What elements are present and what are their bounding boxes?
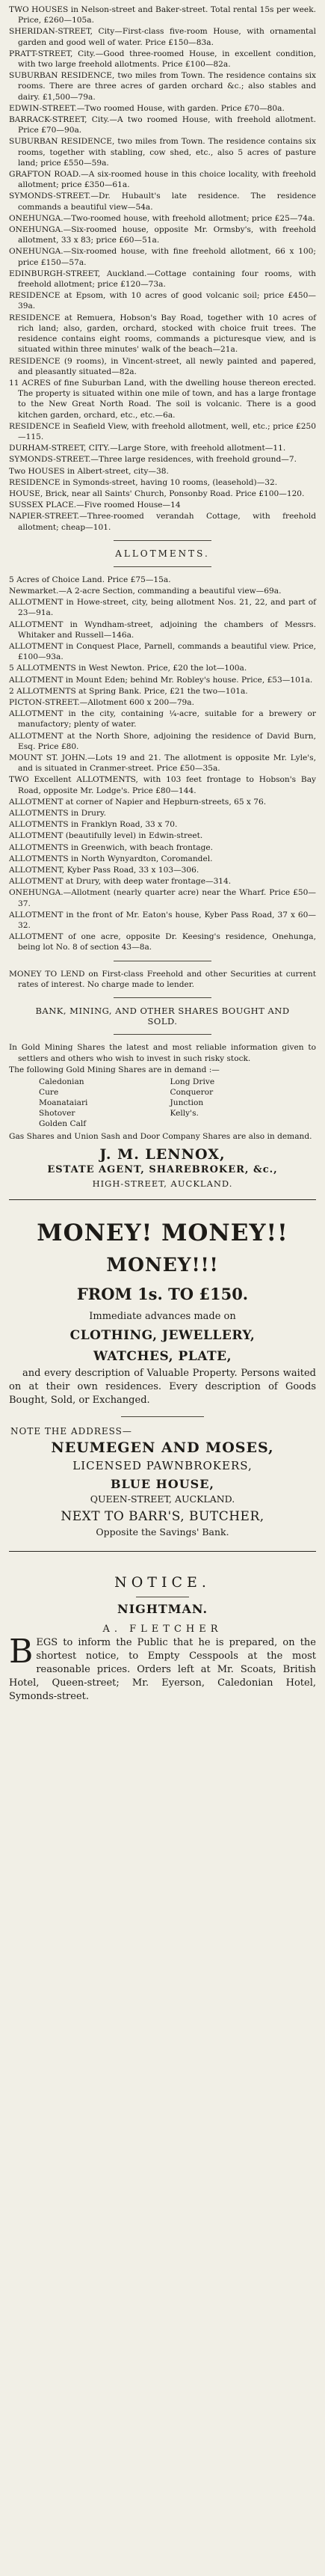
divider (114, 566, 211, 567)
share-name: Golden Calf (39, 1119, 87, 1129)
allotment-item: PICTON-STREET.—Allotment 600 x 200—79a. (9, 697, 194, 707)
allotment-item: ALLOTMENT in Conquest Place, Parnell, commands a beautiful view. Price, £100—93a. (9, 641, 316, 662)
note-address: NOTE THE ADDRESS— (10, 1426, 132, 1437)
listing: RESIDENCE in Seafield View, with freehold allotment, well, etc.; price £250—115. (9, 421, 316, 441)
listing: SUBURBAN RESIDENCE, two miles from Town. The residence contains six rooms. There are three acres of garden orchard &c.; also stables and dairy. £1,500—79a. (9, 71, 316, 102)
drop-cap: B (9, 1633, 34, 1671)
firm-street: QUEEN-STREET, AUCKLAND. (90, 1493, 235, 1505)
fletcher-advert (9, 1558, 316, 1704)
money-to-lend: MONEY TO LEND on First-class Freehold and other Securities at current rates of interest. No charge made to lender. (9, 969, 316, 989)
listing: NAPIER-STREET.—Three-roomed verandah Cottage, with freehold allotment; cheap—101. (9, 512, 316, 532)
firm-name: NEUMEGEN AND MOSES, (51, 1440, 274, 1457)
listing: BARRACK-STREET, City.—A two roomed House, with freehold allotment. Price £70—90a. (9, 115, 316, 135)
lennox-advert (9, 4, 316, 1189)
listing: SYMONDS-STREET.—Three large residences, with freehold ground—7. (9, 455, 297, 465)
notice-heading: NOTICE. (114, 1574, 211, 1591)
valuables-paragraph: and every description of Valuable Property. Persons waited on at their own residences. Every description of Goods Bought, Sold, or Exchanged. (9, 1368, 316, 1407)
goods-line-2: WATCHES, PLATE, (93, 1349, 232, 1365)
loan-range: FROM 1s. TO £150. (76, 1285, 249, 1304)
allotment-item: ALLOTMENTS in Franklyn Road, 33 x 70. (9, 820, 178, 830)
divider (9, 1551, 316, 1552)
money-headline: MONEY! MONEY!! (37, 1220, 288, 1247)
divider (114, 540, 211, 541)
allotment-item: ALLOTMENTS in Greenwich, with beach frontage. (9, 842, 213, 852)
divider (114, 1034, 211, 1035)
listing: SUSSEX PLACE.—Five roomed House—14 (9, 501, 181, 510)
allotment-item: ALLOTMENT at Drury, with deep water frontage—314. (9, 877, 232, 887)
allotment-item: ALLOTMENT at the North Shore, adjoining the residence of David Burn, Esq. Price £80. (9, 731, 316, 751)
fletcher-body (9, 1633, 316, 1704)
demand-list (9, 1077, 316, 1129)
allotment-item: 2 ALLOTMENTS at Spring Bank. Price, £21 the two—101a. (9, 686, 248, 696)
neumegen-advert (9, 1206, 316, 1538)
demand-column-left (39, 1077, 170, 1129)
share-name: Caledonian (39, 1077, 84, 1087)
gas-shares-line: Gas Shares and Union Sash and Door Company Shares are also in demand. (9, 1132, 312, 1142)
listing: Two HOUSES in Albert-street, city—38. (9, 466, 169, 476)
opposite-bank: Opposite the Savings' Bank. (96, 1526, 229, 1538)
money-subheadline: MONEY!!! (106, 1254, 219, 1276)
blue-house: BLUE HOUSE, (111, 1477, 214, 1492)
share-name: Moanataiari (39, 1098, 88, 1108)
gold-shares-paragraph: In Gold Mining Shares the latest and most reliable information given to settlers and others who wish to invest in such risky stock. (9, 1043, 316, 1063)
share-name: Long Drive (170, 1077, 215, 1087)
allotment-item: ALLOTMENT in Howe-street, city, being allotment Nos. 21, 22, and part of 23—91a. (9, 598, 316, 618)
divider (9, 1199, 316, 1200)
allotment-item: ALLOTMENT, Kyber Pass Road, 33 x 103—306. (9, 866, 199, 875)
licensed-pawnbrokers: LICENSED PAWNBROKERS, (72, 1459, 253, 1473)
listing: GRAFTON ROAD.—A six-roomed house in this choice locality, with freehold allotment; price £350—61a. (9, 170, 316, 190)
allotment-item: ALLOTMENT at corner of Napier and Hepburn-streets, 65 x 76. (9, 797, 267, 807)
agent-address: HIGH-STREET, AUCKLAND. (92, 1178, 233, 1190)
agent-title: ESTATE AGENT, SHAREBROKER, &c., (47, 1164, 278, 1176)
share-name: Cure (39, 1088, 59, 1098)
allotment-item: ALLOTMENT (beautifully level) in Edwin-street. (9, 831, 203, 841)
nightman-heading: NIGHTMAN. (117, 1602, 208, 1617)
shares-heading: BANK, MINING, AND OTHER SHARES BOUGHT AND SOLD. (35, 1006, 290, 1027)
allotment-item: ALLOTMENT in the front of Mr. Eaton's house, Kyber Pass Road, 37 x 60—32. (9, 910, 316, 931)
listing: SHERIDAN-STREET, City—First-class five-room House, with ornamental garden and good well of water. Price £150—83a. (9, 27, 316, 47)
allotment-item: 5 ALLOTMENTS in West Newton. Price, £20 the lot—100a. (9, 664, 247, 673)
listing: TWO HOUSES in Nelson-street and Baker-street. Total rental 15s per week. Price, £260—105a. (9, 5, 316, 25)
listing: EDINBURGH-STREET, Auckland.—Cottage containing four rooms, with freehold allotment; price £120—73a. (9, 269, 316, 290)
share-name: Shotover (39, 1109, 75, 1119)
listing: RESIDENCE at Remuera, Hobson's Bay Road, together with 10 acres of rich land; also, garden, orchard, stocked with choice fruit trees. The residence contains eight rooms, commands a picturesque view, and is situated within three minutes' walk of the beach—21a. (9, 313, 316, 355)
demand-intro: The following Gold Mining Shares are in demand :— (9, 1065, 220, 1074)
advances-lead: Immediate advances made on (89, 1311, 236, 1323)
agent-name: J. M. LENNOX, (99, 1146, 226, 1163)
listing: RESIDENCE at Epsom, with 10 acres of good volcanic soil; price £450—39a. (9, 291, 316, 311)
listing: RESIDENCE in Symonds-street, having 10 rooms, (leasehold)—32. (9, 477, 278, 487)
fletcher-name: A. FLETCHER (102, 1624, 223, 1636)
share-name: Conqueror (170, 1088, 214, 1098)
allotment-item: ALLOTMENTS in Drury. (9, 809, 106, 819)
share-name: Kelly's. (170, 1109, 199, 1119)
allotments-heading: ALLOTMENTS. (115, 548, 210, 559)
demand-column-right (170, 1077, 302, 1129)
allotment-item: MOUNT ST. JOHN.—Lots 19 and 21. The allotment is opposite Mr. Lyle's, and is situated in Cranmer-street. Price £50—35a. (9, 753, 316, 774)
listing: ONEHUNGA.—Six-roomed house, opposite Mr. Ormsby's, with freehold allotment, 33 x 83; price £60—51a. (9, 225, 316, 245)
next-to-barrs: NEXT TO BARR'S, BUTCHER, (61, 1509, 264, 1525)
listing: DURHAM-STREET, CITY.—Large Store, with freehold allotment—11. (9, 444, 286, 453)
listing: SUBURBAN RESIDENCE, two miles from Town. The residence contains six rooms, together with stabling, cow shed, etc., also 5 acres of pasture land; price £550—59a. (9, 137, 316, 168)
allotment-item: ALLOTMENT in the city, containing ¼-acre, suitable for a brewery or manufactory; plenty of water. (9, 709, 316, 729)
allotment-item: ALLOTMENTS in North Wynyardton, Coromandel. (9, 854, 213, 863)
allotment-item: ALLOTMENT of one acre, opposite Dr. Keesing's residence, Onehunga, being lot No. 8 of section 43—8a. (9, 932, 316, 952)
allotment-item: 5 Acres of Choice Land. Price £75—15a. (9, 575, 171, 584)
listing: 11 ACRES of fine Suburban Land, with the dwelling house thereon erected. The property is situated within one mile of town, and has a large frontage to the New Great North Road. The soil is volcanic. There is a good kitchen garden, orchard, etc., etc.—6a. (9, 378, 316, 420)
listing: HOUSE, Brick, near all Saints' Church, Ponsonby Road. Price £100—120. (9, 489, 305, 498)
listing: ONEHUNGA.—Two-roomed house, with freehold allotment; price £25—74a. (9, 213, 315, 223)
listing: ONEHUNGA.—Six-roomed house, with fine freehold allotment, 66 x 100; price £150—57a. (9, 247, 316, 267)
goods-line-1: CLOTHING, JEWELLERY, (69, 1328, 256, 1344)
allotment-item: TWO Excellent ALLOTMENTS, with 103 feet frontage to Hobson's Bay Road, opposite Mr. Lodge's. Price £80—144. (9, 775, 316, 795)
fletcher-body-text: EGS to inform the Public that he is prepared, on the shortest notice, to Empty Cesspools at the most reasonable prices. Orders left at Mr. Scoats, British Hotel, Queen-street; Mr. Eyerson, Caledonian Hotel, Symonds-street. (9, 1637, 316, 1703)
divider (121, 1416, 204, 1417)
listing: PRATT-STREET, City.—Good three-roomed House, in excellent condition, with two large freehold allotments. Price £100—82a. (9, 49, 316, 70)
allotment-item: Newmarket.—A 2-acre Section, commanding a beautiful view—69a. (9, 586, 282, 596)
allotment-item: ALLOTMENT in Mount Eden; behind Mr. Robley's house. Price, £53—101a. (9, 675, 313, 685)
allotment-item: ONEHUNGA.—Allotment (nearly quarter acre) near the Wharf. Price £50—37. (9, 888, 316, 908)
divider (114, 997, 211, 998)
allotment-item: ALLOTMENT in Wyndham-street, adjoining the chambers of Messrs. Whitaker and Russell—146a. (9, 619, 316, 640)
share-name: Junction (170, 1098, 204, 1108)
listing: SYMONDS-STREET.—Dr. Hubault's late residence. The residence commands a beautiful view—54a. (9, 192, 316, 212)
listing: EDWIN-STREET.—Two roomed House, with garden. Price £70—80a. (9, 103, 285, 113)
listing: RESIDENCE (9 rooms), in Vincent-street, all newly painted and papered, and pleasantly situated—82a. (9, 356, 316, 376)
